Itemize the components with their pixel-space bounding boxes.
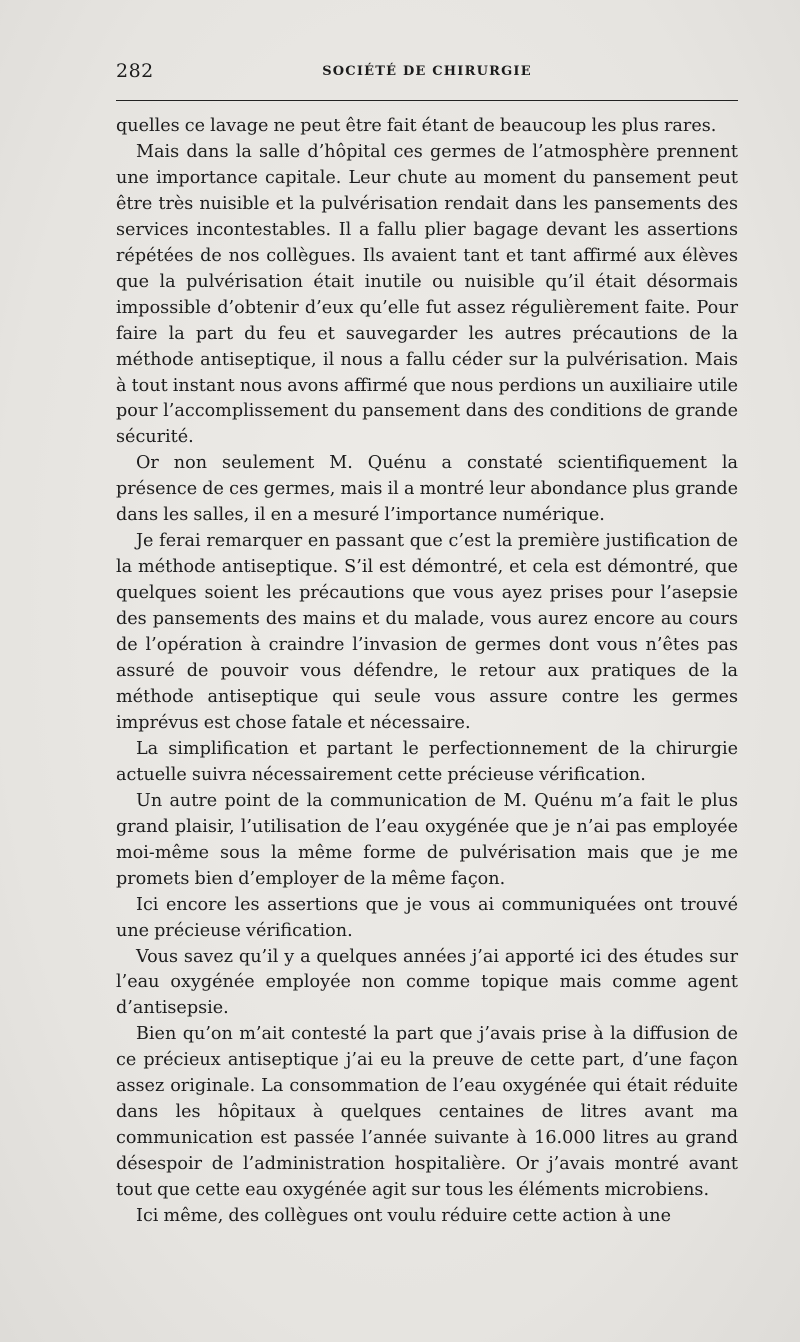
running-title: SOCIÉTÉ DE CHIRURGIE: [322, 64, 532, 79]
paragraph: Mais dans la salle d’hôpital ces germes de l’atmosphère prennent une importance capitale. Leur chute au moment du pansement peut être très nuisible et la pulvérisation rendait dans les pansements des services incontestables. Il a fallu plier bagage devant les assertions répétées de nos collègues. Ils avaient tant et tant affirmé aux élèves que la pulvérisation était inutile ou nuisible qu’il était désormais impossible d’obtenir d’eux qu’elle fut assez régulièrement faite. Pour faire la part du feu et sauvegarder les autres précautions de la méthode antiseptique, il nous a fallu céder sur la pulvérisation. Mais à tout instant nous avons affirmé que nous perdions un auxiliaire utile pour l’accomplissement du pansement dans des conditions de grande sécurité.: [116, 141, 738, 448]
paragraph: Or non seulement M. Quénu a constaté scientifiquement la présence de ces germes, mais il a montré leur abondance plus grande dans les salles, il en a mesuré l’importance numérique.: [116, 453, 738, 526]
paragraph: Bien qu’on m’ait contesté la part que j’avais prise à la diffusion de ce précieux antiseptique j’ai eu la preuve de cette part, d’une façon assez originale. La consommation de l’eau oxygénée qui était réduite dans les hôpitaux à quelques centaines de litres avant ma communication est passée l’année suivante à 16.000 litres au grand désespoir de l’administration hospitalière. Or j’avais montré avant tout que cette eau oxygénée agit sur tous les éléments microbiens.: [116, 1024, 738, 1201]
paragraph: Ici même, des collègues ont voulu réduire cette action à une: [136, 1206, 672, 1227]
paragraph: Ici encore les assertions que je vous ai communiquées ont trouvé une précieuse vérification.: [116, 894, 738, 941]
paragraph: Un autre point de la communication de M. Quénu m’a fait le plus grand plaisir, l’utilisation de l’eau oxygénée que je n’ai pas employée moi-même sous la même forme de pulvérisation mais que je me promets bien d’employer de la même façon.: [116, 790, 738, 889]
running-head: [116, 60, 738, 90]
body-text: [116, 114, 738, 1230]
page-number: 282: [116, 60, 154, 82]
paragraph: La simplification et partant le perfectionnement de la chirurgie actuelle suivra nécessairement cette précieuse vérification.: [116, 738, 738, 785]
paragraph: quelles ce lavage ne peut être fait étant de beaucoup les plus rares.: [116, 116, 717, 136]
paragraph: Vous savez qu’il y a quelques années j’ai apporté ici des études sur l’eau oxygénée employée non comme topique mais comme agent d’antisepsie.: [116, 946, 738, 1019]
header-rule: [116, 100, 738, 101]
paragraph: Je ferai remarquer en passant que c’est la première justification de la méthode antiseptique. S’il est démontré, et cela est démontré, que quelques soient les précautions que vous ayez prises pour l’asepsie des pansements des mains et du malade, vous aurez encore au cours de l’opération à craindre l’invasion de germes dont vous n’êtes pas assuré de pouvoir vous défendre, le retour aux pratiques de la méthode antiseptique qui seule vous assure contre les germes imprévus est chose fatale et nécessaire.: [116, 531, 738, 733]
